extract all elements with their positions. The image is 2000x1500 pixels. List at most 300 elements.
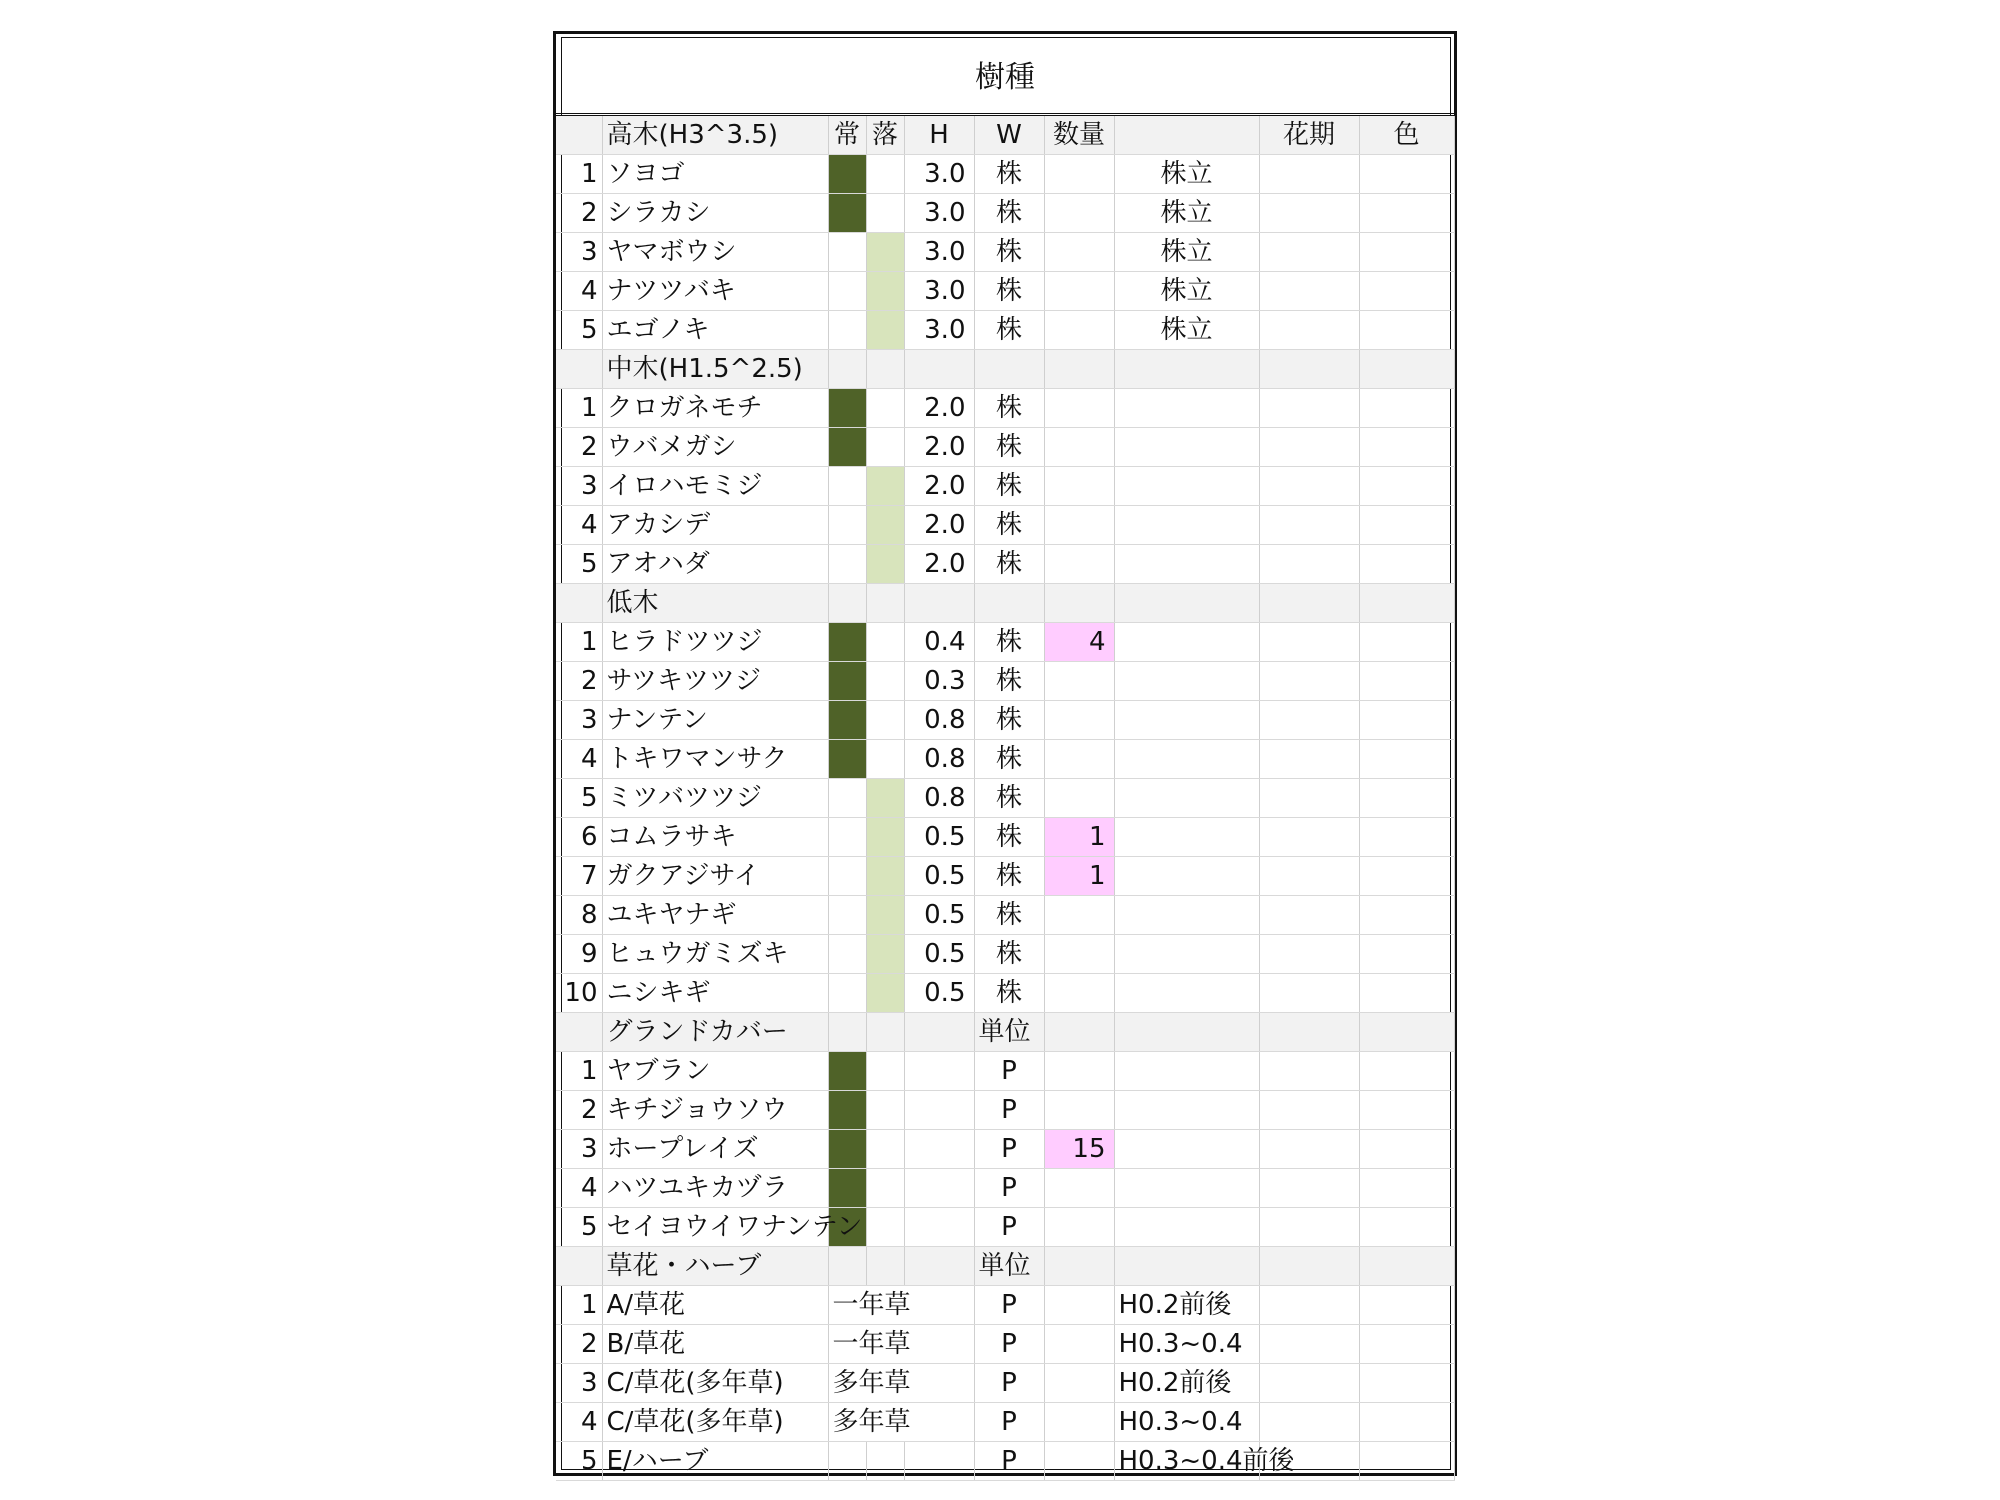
w-cell[interactable]: 株 xyxy=(974,506,1044,545)
color-cell[interactable] xyxy=(1359,1325,1454,1364)
header-qty-cell[interactable]: 数量 xyxy=(1044,116,1114,155)
num-cell[interactable]: 9 xyxy=(556,935,602,974)
flower-cell[interactable] xyxy=(1259,857,1359,896)
num-cell[interactable]: 4 xyxy=(556,1403,602,1442)
qty-cell[interactable] xyxy=(1044,194,1114,233)
qty-cell[interactable] xyxy=(1044,779,1114,818)
evergreen-cell[interactable] xyxy=(828,506,866,545)
num-cell[interactable]: 1 xyxy=(556,1286,602,1325)
num-cell[interactable]: 1 xyxy=(556,155,602,194)
note-cell[interactable] xyxy=(1114,857,1259,896)
h-cell[interactable] xyxy=(904,1442,974,1481)
h-cell[interactable] xyxy=(904,1013,974,1052)
qty-cell[interactable] xyxy=(1044,1403,1114,1442)
plant-name-cell[interactable]: A/草花 xyxy=(602,1286,828,1325)
plant-name-cell[interactable] xyxy=(602,974,828,1013)
deciduous-cell[interactable] xyxy=(866,818,904,857)
color-cell[interactable] xyxy=(1359,1013,1454,1052)
evergreen-cell[interactable] xyxy=(828,311,866,350)
qty-cell[interactable] xyxy=(1044,389,1114,428)
note-cell[interactable] xyxy=(1114,740,1259,779)
deciduous-cell[interactable] xyxy=(866,779,904,818)
deciduous-cell[interactable] xyxy=(866,545,904,584)
flower-cell[interactable] xyxy=(1259,818,1359,857)
evergreen-cell[interactable] xyxy=(828,1169,866,1208)
note-cell[interactable] xyxy=(1114,350,1259,389)
header-note-cell[interactable] xyxy=(1114,116,1259,155)
w-cell[interactable]: 株 xyxy=(974,467,1044,506)
num-cell[interactable]: 8 xyxy=(556,896,602,935)
evergreen-cell[interactable] xyxy=(828,1013,866,1052)
w-cell[interactable]: P xyxy=(974,1286,1044,1325)
plant-kind-cell[interactable]: 一年草 xyxy=(828,1325,974,1364)
num-cell[interactable] xyxy=(556,1247,602,1286)
evergreen-cell[interactable] xyxy=(828,1130,866,1169)
h-cell[interactable]: 0.8 xyxy=(904,779,974,818)
plant-name-cell[interactable] xyxy=(602,701,828,740)
qty-cell[interactable] xyxy=(1044,1208,1114,1247)
note-cell[interactable]: H0.3~0.4前後 xyxy=(1114,1442,1259,1481)
w-cell[interactable]: P xyxy=(974,1325,1044,1364)
flower-cell[interactable] xyxy=(1259,779,1359,818)
deciduous-cell[interactable] xyxy=(866,1247,904,1286)
w-cell[interactable]: 株 xyxy=(974,155,1044,194)
flower-cell[interactable] xyxy=(1259,506,1359,545)
color-cell[interactable] xyxy=(1359,311,1454,350)
flower-cell[interactable] xyxy=(1259,428,1359,467)
qty-cell[interactable] xyxy=(1044,974,1114,1013)
evergreen-cell[interactable] xyxy=(828,701,866,740)
evergreen-cell[interactable] xyxy=(828,350,866,389)
note-cell[interactable]: H0.3~0.4 xyxy=(1114,1325,1259,1364)
w-cell[interactable]: 株 xyxy=(974,428,1044,467)
note-cell[interactable] xyxy=(1114,1052,1259,1091)
plant-name-cell[interactable]: C/草花(多年草) xyxy=(602,1403,828,1442)
num-cell[interactable]: 5 xyxy=(556,779,602,818)
note-cell[interactable] xyxy=(1114,1247,1259,1286)
h-cell[interactable] xyxy=(904,1052,974,1091)
unit-header-cell[interactable] xyxy=(974,584,1044,623)
h-cell[interactable]: 2.0 xyxy=(904,428,974,467)
evergreen-cell[interactable] xyxy=(828,467,866,506)
qty-cell[interactable] xyxy=(1044,1247,1114,1286)
flower-cell[interactable] xyxy=(1259,584,1359,623)
unit-header-cell[interactable]: 単位 xyxy=(974,1013,1044,1052)
plant-name-cell[interactable] xyxy=(602,1208,863,1247)
w-cell[interactable]: 株 xyxy=(974,194,1044,233)
qty-cell[interactable]: 4 xyxy=(1044,623,1114,662)
header-h-cell[interactable]: H xyxy=(904,116,974,155)
flower-cell[interactable] xyxy=(1259,233,1359,272)
section-name-cell[interactable]: 草花・ハーブ xyxy=(602,1247,828,1286)
qty-cell[interactable] xyxy=(1044,1325,1114,1364)
num-cell[interactable]: 10 xyxy=(556,974,602,1013)
flower-cell[interactable] xyxy=(1259,1325,1359,1364)
deciduous-cell[interactable] xyxy=(866,155,904,194)
qty-cell[interactable]: 15 xyxy=(1044,1130,1114,1169)
qty-cell[interactable] xyxy=(1044,233,1114,272)
color-cell[interactable] xyxy=(1359,194,1454,233)
evergreen-cell[interactable] xyxy=(828,545,866,584)
note-cell[interactable]: 株立 xyxy=(1114,155,1259,194)
h-cell[interactable]: 0.3 xyxy=(904,662,974,701)
flower-cell[interactable] xyxy=(1259,194,1359,233)
qty-cell[interactable] xyxy=(1044,1013,1114,1052)
color-cell[interactable] xyxy=(1359,272,1454,311)
plant-name-cell[interactable] xyxy=(602,272,828,311)
color-cell[interactable] xyxy=(1359,1442,1454,1481)
qty-cell[interactable] xyxy=(1044,701,1114,740)
color-cell[interactable] xyxy=(1359,428,1454,467)
header-deciduous-cell[interactable]: 落 xyxy=(866,116,904,155)
header-w-cell[interactable]: W xyxy=(974,116,1044,155)
h-cell[interactable]: 2.0 xyxy=(904,506,974,545)
num-cell[interactable]: 1 xyxy=(556,623,602,662)
flower-cell[interactable] xyxy=(1259,467,1359,506)
qty-cell[interactable] xyxy=(1044,1364,1114,1403)
num-cell[interactable]: 6 xyxy=(556,818,602,857)
h-cell[interactable]: 2.0 xyxy=(904,467,974,506)
flower-cell[interactable] xyxy=(1259,1052,1359,1091)
color-cell[interactable] xyxy=(1359,857,1454,896)
flower-cell[interactable] xyxy=(1259,155,1359,194)
deciduous-cell[interactable] xyxy=(866,974,904,1013)
color-cell[interactable] xyxy=(1359,1247,1454,1286)
deciduous-cell[interactable] xyxy=(866,506,904,545)
flower-cell[interactable] xyxy=(1259,1130,1359,1169)
qty-cell[interactable] xyxy=(1044,428,1114,467)
deciduous-cell[interactable] xyxy=(866,1052,904,1091)
section-name-cell[interactable]: 中木(H1.5^2.5) xyxy=(602,350,828,389)
plant-name-cell[interactable] xyxy=(602,779,828,818)
color-cell[interactable] xyxy=(1359,1169,1454,1208)
note-cell[interactable] xyxy=(1114,467,1259,506)
h-cell[interactable]: 3.0 xyxy=(904,311,974,350)
note-cell[interactable] xyxy=(1114,1013,1259,1052)
flower-cell[interactable] xyxy=(1259,1364,1359,1403)
note-cell[interactable]: H0.2前後 xyxy=(1114,1364,1259,1403)
deciduous-cell[interactable] xyxy=(866,1169,904,1208)
plant-name-cell[interactable] xyxy=(602,311,828,350)
color-cell[interactable] xyxy=(1359,935,1454,974)
plant-name-cell[interactable]: B/草花 xyxy=(602,1325,828,1364)
w-cell[interactable]: 株 xyxy=(974,233,1044,272)
note-cell[interactable] xyxy=(1114,623,1259,662)
flower-cell[interactable] xyxy=(1259,740,1359,779)
w-cell[interactable]: 株 xyxy=(974,935,1044,974)
h-cell[interactable] xyxy=(904,1247,974,1286)
deciduous-cell[interactable] xyxy=(866,1442,904,1481)
note-cell[interactable] xyxy=(1114,701,1259,740)
w-cell[interactable]: 株 xyxy=(974,701,1044,740)
num-cell[interactable]: 4 xyxy=(556,272,602,311)
plant-name-cell[interactable] xyxy=(602,1130,828,1169)
color-cell[interactable] xyxy=(1359,233,1454,272)
note-cell[interactable] xyxy=(1114,428,1259,467)
deciduous-cell[interactable] xyxy=(866,740,904,779)
header-flower-cell[interactable]: 花期 xyxy=(1259,116,1359,155)
qty-cell[interactable] xyxy=(1044,1052,1114,1091)
qty-cell[interactable] xyxy=(1044,896,1114,935)
qty-cell[interactable] xyxy=(1044,1091,1114,1130)
color-cell[interactable] xyxy=(1359,1130,1454,1169)
note-cell[interactable] xyxy=(1114,896,1259,935)
num-cell[interactable]: 3 xyxy=(556,233,602,272)
deciduous-cell[interactable] xyxy=(866,896,904,935)
deciduous-cell[interactable] xyxy=(866,272,904,311)
qty-cell[interactable] xyxy=(1044,662,1114,701)
h-cell[interactable]: 0.8 xyxy=(904,740,974,779)
num-cell[interactable]: 4 xyxy=(556,1169,602,1208)
evergreen-cell[interactable] xyxy=(828,428,866,467)
h-cell[interactable]: 2.0 xyxy=(904,389,974,428)
section-name-cell[interactable]: 低木 xyxy=(602,584,828,623)
w-cell[interactable]: 株 xyxy=(974,389,1044,428)
h-cell[interactable]: 3.0 xyxy=(904,155,974,194)
h-cell[interactable] xyxy=(904,1091,974,1130)
color-cell[interactable] xyxy=(1359,701,1454,740)
note-cell[interactable] xyxy=(1114,779,1259,818)
flower-cell[interactable] xyxy=(1259,662,1359,701)
qty-cell[interactable] xyxy=(1044,1286,1114,1325)
plant-name-cell[interactable] xyxy=(602,662,828,701)
plant-name-cell[interactable] xyxy=(602,233,828,272)
plant-name-cell[interactable]: C/草花(多年草) xyxy=(602,1364,828,1403)
color-cell[interactable] xyxy=(1359,1286,1454,1325)
flower-cell[interactable] xyxy=(1259,896,1359,935)
evergreen-cell[interactable] xyxy=(828,662,866,701)
w-cell[interactable]: P xyxy=(974,1364,1044,1403)
qty-cell[interactable] xyxy=(1044,311,1114,350)
color-cell[interactable] xyxy=(1359,1403,1454,1442)
color-cell[interactable] xyxy=(1359,1052,1454,1091)
evergreen-cell[interactable] xyxy=(828,155,866,194)
num-cell[interactable]: 4 xyxy=(556,740,602,779)
flower-cell[interactable] xyxy=(1259,935,1359,974)
num-cell[interactable]: 5 xyxy=(556,545,602,584)
w-cell[interactable]: 株 xyxy=(974,662,1044,701)
qty-cell[interactable] xyxy=(1044,935,1114,974)
note-cell[interactable] xyxy=(1114,1208,1259,1247)
h-cell[interactable] xyxy=(904,350,974,389)
num-cell[interactable]: 5 xyxy=(556,1442,602,1481)
qty-cell[interactable] xyxy=(1044,1442,1114,1481)
w-cell[interactable]: P xyxy=(974,1130,1044,1169)
deciduous-cell[interactable] xyxy=(866,1013,904,1052)
qty-cell[interactable]: 1 xyxy=(1044,857,1114,896)
h-cell[interactable]: 2.0 xyxy=(904,545,974,584)
w-cell[interactable]: 株 xyxy=(974,857,1044,896)
num-cell[interactable] xyxy=(556,1013,602,1052)
evergreen-cell[interactable] xyxy=(828,935,866,974)
evergreen-cell[interactable] xyxy=(828,584,866,623)
h-cell[interactable]: 0.4 xyxy=(904,623,974,662)
num-cell[interactable]: 3 xyxy=(556,467,602,506)
flower-cell[interactable] xyxy=(1259,1286,1359,1325)
note-cell[interactable]: 株立 xyxy=(1114,311,1259,350)
num-cell[interactable] xyxy=(556,350,602,389)
evergreen-cell[interactable] xyxy=(828,389,866,428)
h-cell[interactable]: 0.5 xyxy=(904,818,974,857)
plant-kind-cell[interactable]: 多年草 xyxy=(828,1403,974,1442)
num-cell[interactable]: 3 xyxy=(556,1130,602,1169)
deciduous-cell[interactable] xyxy=(866,467,904,506)
w-cell[interactable]: P xyxy=(974,1169,1044,1208)
num-cell[interactable]: 1 xyxy=(556,1052,602,1091)
w-cell[interactable]: 株 xyxy=(974,545,1044,584)
qty-cell[interactable] xyxy=(1044,272,1114,311)
deciduous-cell[interactable] xyxy=(866,350,904,389)
plant-name-cell[interactable] xyxy=(602,857,828,896)
qty-cell[interactable] xyxy=(1044,1169,1114,1208)
qty-cell[interactable] xyxy=(1044,506,1114,545)
plant-name-cell[interactable] xyxy=(602,428,828,467)
color-cell[interactable] xyxy=(1359,350,1454,389)
h-cell[interactable] xyxy=(904,584,974,623)
plant-name-cell[interactable] xyxy=(602,506,828,545)
note-cell[interactable] xyxy=(1114,935,1259,974)
note-cell[interactable] xyxy=(1114,974,1259,1013)
w-cell[interactable]: P xyxy=(974,1208,1044,1247)
h-cell[interactable]: 0.5 xyxy=(904,974,974,1013)
note-cell[interactable] xyxy=(1114,1091,1259,1130)
deciduous-cell[interactable] xyxy=(866,584,904,623)
w-cell[interactable]: 株 xyxy=(974,818,1044,857)
flower-cell[interactable] xyxy=(1259,974,1359,1013)
num-cell[interactable]: 4 xyxy=(556,506,602,545)
evergreen-cell[interactable] xyxy=(828,740,866,779)
h-cell[interactable]: 0.8 xyxy=(904,701,974,740)
evergreen-cell[interactable] xyxy=(828,1091,866,1130)
num-cell[interactable]: 7 xyxy=(556,857,602,896)
header-evergreen-cell[interactable]: 常 xyxy=(828,116,866,155)
plant-kind-cell[interactable] xyxy=(828,1442,866,1481)
flower-cell[interactable] xyxy=(1259,701,1359,740)
color-cell[interactable] xyxy=(1359,1364,1454,1403)
num-cell[interactable]: 5 xyxy=(556,311,602,350)
qty-cell[interactable] xyxy=(1044,350,1114,389)
color-cell[interactable] xyxy=(1359,974,1454,1013)
num-cell[interactable]: 2 xyxy=(556,428,602,467)
h-cell[interactable]: 0.5 xyxy=(904,935,974,974)
color-cell[interactable] xyxy=(1359,662,1454,701)
h-cell[interactable]: 3.0 xyxy=(904,194,974,233)
deciduous-cell[interactable] xyxy=(866,233,904,272)
plant-kind-cell[interactable]: 一年草 xyxy=(828,1286,974,1325)
num-cell[interactable]: 2 xyxy=(556,194,602,233)
evergreen-cell[interactable] xyxy=(828,1052,866,1091)
flower-cell[interactable] xyxy=(1259,350,1359,389)
color-cell[interactable] xyxy=(1359,389,1454,428)
w-cell[interactable]: P xyxy=(974,1091,1044,1130)
evergreen-cell[interactable] xyxy=(828,857,866,896)
num-cell[interactable]: 3 xyxy=(556,701,602,740)
color-cell[interactable] xyxy=(1359,584,1454,623)
color-cell[interactable] xyxy=(1359,623,1454,662)
num-cell[interactable]: 2 xyxy=(556,662,602,701)
evergreen-cell[interactable] xyxy=(828,1247,866,1286)
plant-name-cell[interactable] xyxy=(602,194,828,233)
flower-cell[interactable] xyxy=(1259,272,1359,311)
note-cell[interactable]: H0.3~0.4 xyxy=(1114,1403,1259,1442)
deciduous-cell[interactable] xyxy=(866,1208,904,1247)
unit-header-cell[interactable]: 単位 xyxy=(974,1247,1044,1286)
deciduous-cell[interactable] xyxy=(866,389,904,428)
note-cell[interactable] xyxy=(1114,1169,1259,1208)
qty-cell[interactable]: 1 xyxy=(1044,818,1114,857)
evergreen-cell[interactable] xyxy=(828,272,866,311)
flower-cell[interactable] xyxy=(1259,1169,1359,1208)
note-cell[interactable]: 株立 xyxy=(1114,233,1259,272)
flower-cell[interactable] xyxy=(1259,1091,1359,1130)
color-cell[interactable] xyxy=(1359,896,1454,935)
deciduous-cell[interactable] xyxy=(866,623,904,662)
plant-name-cell[interactable] xyxy=(602,935,828,974)
color-cell[interactable] xyxy=(1359,545,1454,584)
note-cell[interactable] xyxy=(1114,389,1259,428)
color-cell[interactable] xyxy=(1359,155,1454,194)
qty-cell[interactable] xyxy=(1044,467,1114,506)
header-name-cell[interactable]: 高木(H3^3.5) xyxy=(602,116,828,155)
qty-cell[interactable] xyxy=(1044,740,1114,779)
flower-cell[interactable] xyxy=(1259,389,1359,428)
color-cell[interactable] xyxy=(1359,1091,1454,1130)
deciduous-cell[interactable] xyxy=(866,1091,904,1130)
deciduous-cell[interactable] xyxy=(866,428,904,467)
note-cell[interactable]: H0.2前後 xyxy=(1114,1286,1259,1325)
h-cell[interactable] xyxy=(904,1208,974,1247)
w-cell[interactable]: 株 xyxy=(974,974,1044,1013)
evergreen-cell[interactable] xyxy=(828,818,866,857)
note-cell[interactable] xyxy=(1114,506,1259,545)
w-cell[interactable]: 株 xyxy=(974,779,1044,818)
h-cell[interactable]: 0.5 xyxy=(904,857,974,896)
plant-name-cell[interactable] xyxy=(602,1169,828,1208)
qty-cell[interactable] xyxy=(1044,584,1114,623)
w-cell[interactable]: P xyxy=(974,1403,1044,1442)
h-cell[interactable]: 3.0 xyxy=(904,272,974,311)
h-cell[interactable] xyxy=(904,1169,974,1208)
plant-name-cell[interactable] xyxy=(602,545,828,584)
note-cell[interactable] xyxy=(1114,1130,1259,1169)
note-cell[interactable] xyxy=(1114,545,1259,584)
plant-name-cell[interactable] xyxy=(602,1091,828,1130)
deciduous-cell[interactable] xyxy=(866,701,904,740)
num-cell[interactable]: 1 xyxy=(556,389,602,428)
w-cell[interactable]: 株 xyxy=(974,896,1044,935)
evergreen-cell[interactable] xyxy=(828,896,866,935)
w-cell[interactable]: P xyxy=(974,1442,1044,1481)
w-cell[interactable]: 株 xyxy=(974,311,1044,350)
h-cell[interactable]: 3.0 xyxy=(904,233,974,272)
color-cell[interactable] xyxy=(1359,740,1454,779)
section-name-cell[interactable]: グランドカバー xyxy=(602,1013,828,1052)
deciduous-cell[interactable] xyxy=(866,311,904,350)
num-cell[interactable]: 2 xyxy=(556,1091,602,1130)
num-cell[interactable]: 5 xyxy=(556,1208,602,1247)
w-cell[interactable]: 株 xyxy=(974,272,1044,311)
plant-name-cell[interactable] xyxy=(602,896,828,935)
plant-name-cell[interactable]: E/ハーブ xyxy=(602,1442,828,1481)
flower-cell[interactable] xyxy=(1259,1208,1359,1247)
num-cell[interactable]: 3 xyxy=(556,1364,602,1403)
evergreen-cell[interactable] xyxy=(828,779,866,818)
qty-cell[interactable] xyxy=(1044,155,1114,194)
color-cell[interactable] xyxy=(1359,1208,1454,1247)
note-cell[interactable]: 株立 xyxy=(1114,194,1259,233)
color-cell[interactable] xyxy=(1359,779,1454,818)
plant-name-cell[interactable] xyxy=(602,740,828,779)
